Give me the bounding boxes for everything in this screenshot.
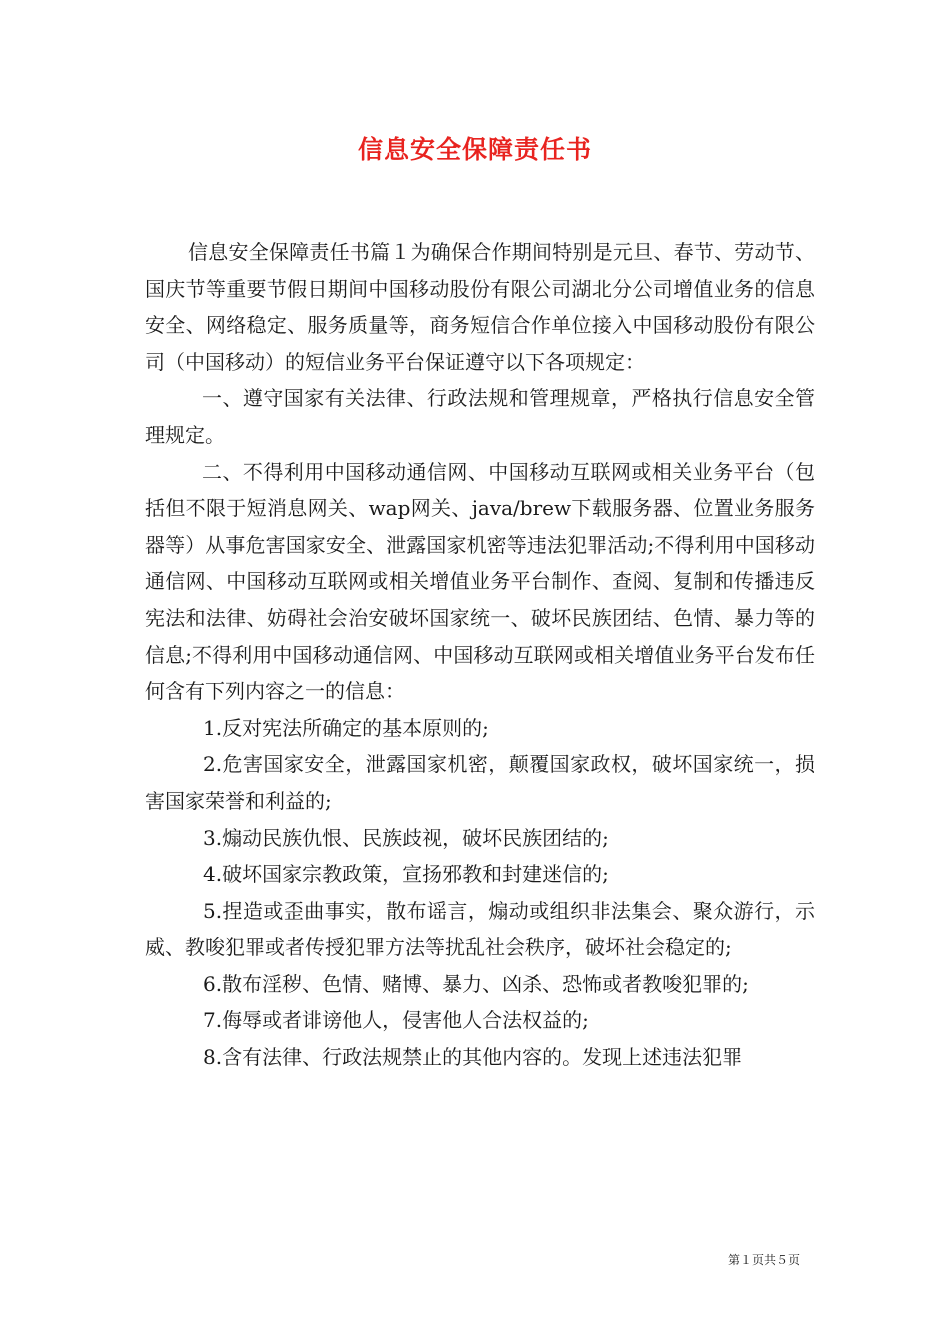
paragraph-clause-1: 一、遵守国家有关法律、行政法规和管理规章，严格执行信息安全管理规定。 <box>145 386 815 447</box>
document-title: 信息安全保障责任书 <box>357 135 592 164</box>
list-item-1: 1.反对宪法所确定的基本原则的; <box>203 715 489 740</box>
page-number: 第１页共５页 <box>727 1253 800 1267</box>
list-item-7: 7.侮辱或者诽谤他人，侵害他人合法权益的; <box>203 1008 589 1033</box>
list-item-4: 4.破坏国家宗教政策，宣扬邪教和封建迷信的; <box>203 862 609 887</box>
list-item-3: 3.煽动民族仇恨、民族歧视，破坏民族团结的; <box>203 825 609 850</box>
list-item-8: 8.含有法律、行政法规禁止的其他内容的。发现上述违法犯罪 <box>203 1045 743 1070</box>
list-item-5: 5.捏造或歪曲事实，散布谣言，煽动或组织非法集会、聚众游行，示威、教唆犯罪或者传授犯罪方法等扰乱社会秩序，破坏社会稳定的; <box>145 898 815 960</box>
paragraph-clause-2: 二、不得利用中国移动通信网、中国移动互联网或相关业务平台（包括但不限于短消息网关、wap网关、java/brew下载服务器、位置业务服务器等）从事危害国家安全、泄露国家机密等违法犯罪活动;不得利用中国移动通信网、中国移动互联网或相关增值业务平台制作、查阅、复制和传播违反宪法和法律、妨碍社会治安破坏国家统一、破坏民族团结、色情、暴力等的信息;不得利用中国移动通信网、中国移动互联网或相关增值业务平台发布任何含有下列内容之一的信息： <box>145 459 815 704</box>
list-item-2: 2.危害国家安全，泄露国家机密，颠覆国家政权，破坏国家统一，损害国家荣誉和利益的; <box>145 752 815 813</box>
list-item-6: 6.散布淫秽、色情、赌博、暴力、凶杀、恐怖或者教唆犯罪的; <box>203 971 749 996</box>
paragraph-intro: 信息安全保障责任书篇１为确保合作期间特别是元旦、春节、劳动节、国庆节等重要节假日期间中国移动股份有限公司湖北分公司增值业务的信息安全、网络稳定、服务质量等，商务短信合作单位接入中国移动股份有限公司（中国移动）的短信业务平台保证遵守以下各项规定： <box>145 240 815 374</box>
document-body <box>145 234 815 1076</box>
